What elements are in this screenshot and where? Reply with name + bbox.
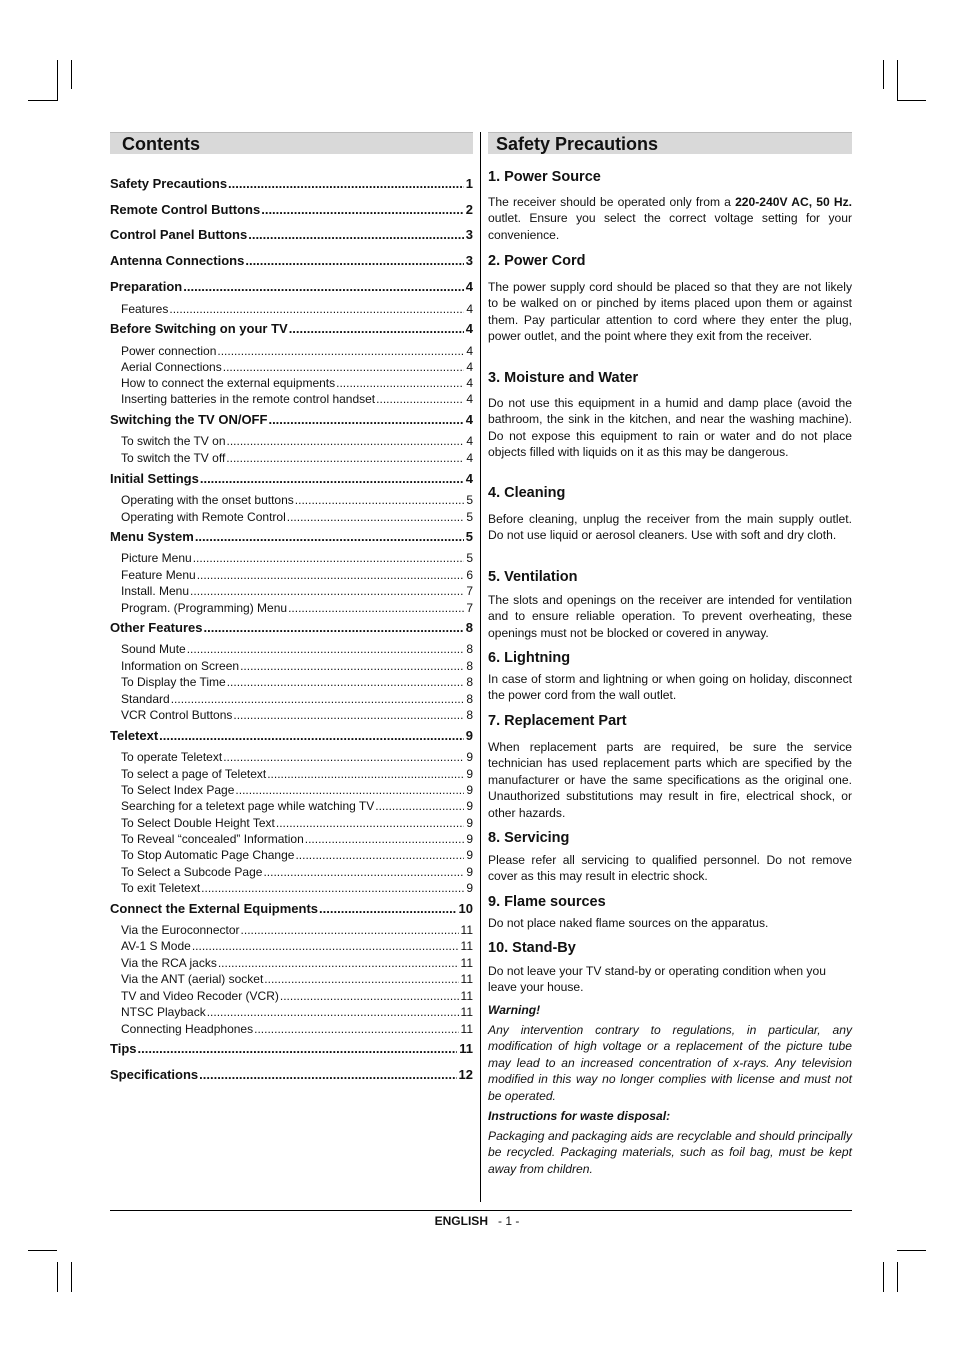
toc-page-number: 4 — [466, 434, 473, 448]
toc-leader-dots — [375, 798, 464, 814]
toc-entry-title: Program. (Programming) Menu — [121, 601, 288, 615]
text-run: The receiver should be operated only from a — [488, 195, 736, 209]
toc-page-number: 4 — [466, 392, 473, 406]
warning-heading: Warning! — [488, 1003, 541, 1017]
section-standby — [488, 939, 852, 996]
toc-page-number: 8 — [466, 642, 473, 656]
toc-entry[interactable] — [110, 831, 473, 847]
section-heading: 2. Power Cord — [488, 253, 586, 269]
toc-entry[interactable] — [110, 749, 473, 765]
toc-leader-dots — [289, 321, 464, 337]
toc-page-number: 7 — [466, 584, 473, 598]
section-text: Before cleaning, unplug the receiver from the main supply outlet. Do not use liquid or aerosol cleaners. Use with soft and dry cloth. — [488, 512, 852, 543]
contents-heading: Contents — [110, 132, 473, 154]
toc-leader-dots — [226, 450, 464, 466]
toc-entry-title: Install. Menu — [121, 584, 190, 598]
toc-page-number: 11 — [460, 972, 473, 986]
crop-mark — [28, 100, 57, 101]
toc-leader-dots — [268, 412, 463, 428]
toc-entry-title: Control Panel Buttons — [110, 227, 248, 242]
toc-page-number: 11 — [460, 939, 473, 953]
toc-entry[interactable] — [110, 971, 473, 987]
toc-entry[interactable] — [110, 253, 473, 269]
toc-entry[interactable] — [110, 1067, 473, 1083]
toc-leader-dots — [248, 227, 464, 243]
toc-leader-dots — [235, 782, 464, 798]
toc-entry-title: To operate Teletext — [121, 750, 223, 764]
toc-entry[interactable] — [110, 620, 473, 636]
toc-entry-title: Operating with the onset buttons — [121, 493, 294, 507]
toc-entry-title: Specifications — [110, 1067, 199, 1082]
toc-entry[interactable] — [110, 433, 473, 449]
toc-entry[interactable] — [110, 922, 473, 938]
section-moisture — [488, 369, 852, 461]
toc-page-number: 4 — [465, 321, 473, 336]
section-replacement — [488, 712, 852, 821]
toc-entry[interactable] — [110, 728, 473, 744]
toc-page-number: 3 — [465, 227, 473, 242]
toc-leader-dots — [261, 202, 464, 218]
toc-entry-title: To Stop Automatic Page Change — [121, 848, 295, 862]
toc-leader-dots — [319, 901, 456, 917]
toc-entry[interactable] — [110, 674, 473, 690]
page-footer — [0, 1214, 954, 1228]
toc-entry-title: Teletext — [110, 728, 159, 743]
toc-entry-title: To Select Double Height Text — [121, 816, 275, 830]
toc-leader-dots — [276, 815, 464, 831]
toc-entry-title: Switching the TV ON/OFF — [110, 412, 268, 427]
toc-entry[interactable] — [110, 1004, 473, 1020]
toc-entry[interactable] — [110, 202, 473, 218]
section-flame — [488, 893, 852, 931]
toc-page-number: 4 — [466, 344, 473, 358]
toc-page-number: 5 — [466, 493, 473, 507]
toc-leader-dots — [203, 620, 463, 636]
safety-heading: Safety Precautions — [488, 132, 852, 154]
toc-entry[interactable] — [110, 492, 473, 508]
toc-entry[interactable] — [110, 641, 473, 657]
toc-entry[interactable] — [110, 1041, 473, 1057]
crop-mark — [897, 60, 898, 101]
toc-page-number: 9 — [466, 865, 473, 879]
section-servicing — [488, 829, 852, 885]
toc-entry[interactable] — [110, 798, 473, 814]
toc-entry[interactable] — [110, 359, 473, 375]
toc-page-number: 11 — [460, 989, 473, 1003]
toc-leader-dots — [138, 1041, 458, 1057]
toc-entry-title: To Display the Time — [121, 675, 226, 689]
toc-page-number: 4 — [466, 302, 473, 316]
toc-leader-dots — [201, 880, 464, 896]
toc-entry-title: To select a page of Teletext — [121, 767, 267, 781]
toc-leader-dots — [195, 529, 464, 545]
section-heading: 9. Flame sources — [488, 894, 606, 910]
section-text: The slots and openings on the receiver are intended for ventilation and to ensure reliable operation. To prevent overheating, these openings must not be blocked or covered in anyway. — [488, 593, 852, 640]
toc-entry-title: Antenna Connections — [110, 253, 245, 268]
toc-page-number: 6 — [466, 568, 473, 582]
toc-leader-dots — [287, 509, 465, 525]
section-heading: 4. Cleaning — [488, 485, 566, 501]
column-divider — [480, 132, 481, 1202]
toc-entry-title: How to connect the external equipments — [121, 376, 336, 390]
section-text: The power supply cord should be placed so that they are not likely to be walked on or pinched by items placed upon them or against them. Pay particular attention to cord where they enter the plug, power outlet, and the point where they exit from the receiver. — [488, 280, 852, 344]
toc-entry-title: To switch the TV off — [121, 451, 226, 465]
toc-page-number: 9 — [466, 750, 473, 764]
toc-leader-dots — [207, 1004, 459, 1020]
toc-leader-dots — [159, 728, 464, 744]
toc-entry-title: Menu System — [110, 529, 194, 544]
toc-leader-dots — [197, 567, 465, 583]
toc-entry-title: Initial Settings — [110, 471, 199, 486]
toc-entry[interactable] — [110, 766, 473, 782]
toc-entry-title: Inserting batteries in the remote control handset — [121, 392, 376, 406]
toc-entry-title: TV and Video Recoder (VCR) — [121, 989, 279, 1003]
page-number: - 1 - — [498, 1214, 520, 1228]
toc-page-number: 8 — [466, 692, 473, 706]
toc-leader-dots — [295, 492, 465, 508]
toc-page-number: 9 — [466, 816, 473, 830]
toc-entry[interactable] — [110, 550, 473, 566]
toc-page-number: 12 — [458, 1067, 473, 1082]
toc-entry-title: Before Switching on your TV — [110, 321, 288, 336]
toc-page-number: 3 — [465, 253, 473, 268]
toc-entry[interactable] — [110, 391, 473, 407]
toc-entry[interactable] — [110, 955, 473, 971]
toc-entry[interactable] — [110, 176, 473, 192]
crop-mark — [28, 1250, 57, 1251]
toc-leader-dots — [183, 279, 464, 295]
toc-entry-title: Operating with Remote Control — [121, 510, 286, 524]
toc-leader-dots — [190, 583, 464, 599]
toc-entry[interactable] — [110, 583, 473, 599]
toc-entry[interactable] — [110, 412, 473, 428]
section-text: In case of storm and lightning or when going on holiday, disconnect the power cord from the wall outlet. — [488, 672, 852, 703]
crop-mark — [897, 1250, 926, 1251]
toc-entry[interactable] — [110, 450, 473, 466]
crop-mark — [883, 60, 884, 89]
crop-mark — [883, 1262, 884, 1292]
toc-entry-title: Searching for a teletext page while watching TV — [121, 799, 375, 813]
toc-entry-title: Information on Screen — [121, 659, 240, 673]
waste-text: Packaging and packaging aids are recyclable and should principally be recycled. Packaging materials, such as foil bag, must be kept away from children. — [488, 1129, 852, 1176]
section-text: Do not use this equipment in a humid and damp place (avoid the bathroom, the sink in the kitchen, and near the washing machine). Do not expose this equipment to rain or water and do not place objects filled with liquids on it as this may be dangerous. — [488, 396, 852, 460]
toc-entry[interactable] — [110, 880, 473, 896]
toc-entry[interactable] — [110, 938, 473, 954]
toc-page-number: 4 — [465, 279, 473, 294]
toc-entry[interactable] — [110, 600, 473, 616]
toc-leader-dots — [187, 641, 465, 657]
toc-entry-title: To exit Teletext — [121, 881, 201, 895]
toc-page-number: 4 — [466, 376, 473, 390]
toc-leader-dots — [223, 749, 464, 765]
toc-page-number: 5 — [465, 529, 473, 544]
toc-leader-dots — [263, 864, 464, 880]
toc-page-number: 10 — [458, 901, 473, 916]
toc-leader-dots — [288, 600, 464, 616]
toc-entry[interactable] — [110, 529, 473, 545]
toc-entry-title: Via the Euroconnector — [121, 923, 240, 937]
toc-leader-dots — [227, 433, 465, 449]
section-heading: 3. Moisture and Water — [488, 370, 639, 386]
toc-entry[interactable] — [110, 375, 473, 391]
section-cleaning — [488, 484, 852, 544]
toc-entry[interactable] — [110, 301, 473, 317]
toc-entry-title: Sound Mute — [121, 642, 186, 656]
toc-entry-title: AV-1 S Mode — [121, 939, 191, 953]
toc-entry-title: To Select Index Page — [121, 783, 235, 797]
toc-page-number: 11 — [460, 923, 473, 937]
toc-entry-title: Connecting Headphones — [121, 1022, 254, 1036]
section-heading: 7. Replacement Part — [488, 713, 627, 729]
toc-leader-dots — [200, 471, 464, 487]
toc-page-number: 4 — [465, 412, 473, 427]
toc-entry-title: To Select a Subcode Page — [121, 865, 263, 879]
toc-page-number: 4 — [465, 471, 473, 486]
section-lightning — [488, 649, 852, 704]
footer-rule — [110, 1210, 852, 1211]
text-run: outlet. Ensure you select the correct voltage setting for your convenience. — [488, 211, 852, 242]
toc-entry[interactable] — [110, 864, 473, 880]
voltage-spec: 220-240V AC, 50 Hz. — [735, 195, 852, 209]
crop-mark — [897, 100, 926, 101]
toc-leader-dots — [228, 176, 464, 192]
section-heading: 8. Servicing — [488, 830, 570, 846]
toc-entry-title: Via the ANT (aerial) socket — [121, 972, 264, 986]
toc-entry[interactable] — [110, 227, 473, 243]
section-heading: 5. Ventilation — [488, 569, 578, 585]
toc-entry-title: Connect the External Equipments — [110, 901, 319, 916]
toc-entry[interactable] — [110, 567, 473, 583]
toc-leader-dots — [193, 550, 465, 566]
toc-entry-title: Aerial Connections — [121, 360, 222, 374]
section-text: Please refer all servicing to qualified personnel. Do not remove cover as this may result in electric shock. — [488, 853, 852, 884]
toc-entry-title: VCR Control Buttons — [121, 708, 233, 722]
toc-page-number: 8 — [466, 708, 473, 722]
toc-leader-dots — [240, 658, 464, 674]
toc-page-number: 2 — [465, 202, 473, 217]
toc-page-number: 11 — [460, 956, 473, 970]
toc-entry-title: Features — [121, 302, 169, 316]
toc-leader-dots — [199, 1067, 456, 1083]
toc-page-number: 9 — [466, 881, 473, 895]
toc-leader-dots — [295, 847, 464, 863]
section-heading: 6. Lightning — [488, 650, 571, 666]
toc-entry-title: Tips — [110, 1041, 137, 1056]
toc-page-number: 9 — [466, 783, 473, 797]
toc-entry[interactable] — [110, 321, 473, 337]
toc-leader-dots — [218, 955, 459, 971]
toc-leader-dots — [254, 1021, 458, 1037]
toc-entry-title: NTSC Playback — [121, 1005, 206, 1019]
toc-entry[interactable] — [110, 471, 473, 487]
section-heading: 10. Stand-By — [488, 940, 576, 956]
toc-leader-dots — [192, 938, 459, 954]
toc-page-number: 8 — [465, 620, 473, 635]
toc-entry[interactable] — [110, 707, 473, 723]
warning-text: Any intervention contrary to regulations, in particular, any modification of high voltage or a replacement of the picture tube may lead to an increased concentration of x-rays. Any television modified in this way no longer complies with license and must not be operated. — [488, 1023, 852, 1103]
toc-entry-title: Standard — [121, 692, 170, 706]
toc-page-number: 4 — [466, 360, 473, 374]
toc-page-number: 9 — [466, 767, 473, 781]
toc-leader-dots — [264, 971, 458, 987]
toc-entry[interactable] — [110, 901, 473, 917]
crop-mark — [57, 60, 58, 101]
section-text: Do not place naked flame sources on the apparatus. — [488, 916, 769, 930]
section-ventilation — [488, 568, 852, 641]
toc-leader-dots — [233, 707, 464, 723]
toc-leader-dots — [223, 359, 465, 375]
section-text — [488, 194, 852, 243]
section-power-cord — [488, 252, 852, 345]
waste-heading: Instructions for waste disposal: — [488, 1109, 671, 1123]
toc-leader-dots — [227, 674, 465, 690]
toc-entry-title: Remote Control Buttons — [110, 202, 261, 217]
toc-entry[interactable] — [110, 1021, 473, 1037]
toc-leader-dots — [245, 253, 463, 269]
toc-entry-title: Feature Menu — [121, 568, 196, 582]
toc-entry-title: Picture Menu — [121, 551, 192, 565]
section-waste — [488, 1109, 852, 1177]
toc-page-number: 9 — [465, 728, 473, 743]
toc-entry[interactable] — [110, 343, 473, 359]
section-power-source — [488, 168, 852, 243]
toc-page-number: 4 — [466, 451, 473, 465]
toc-page-number: 1 — [465, 176, 473, 191]
toc-leader-dots — [217, 343, 464, 359]
toc-entry-title: Other Features — [110, 620, 203, 635]
section-warning — [488, 1003, 852, 1104]
section-text: When replacement parts are required, be sure the service technician has used replacement parts which are specified by the manufacturer or have the same specifications as the original one. Unauthorized substitutions may result in fire, electrical shock, or other hazards. — [488, 740, 852, 820]
toc-entry-title: Via the RCA jacks — [121, 956, 217, 970]
toc-leader-dots — [267, 766, 464, 782]
toc-entry-title: To switch the TV on — [121, 434, 226, 448]
toc-page-number: 8 — [466, 659, 473, 673]
toc-page-number: 5 — [466, 510, 473, 524]
toc-entry[interactable] — [110, 988, 473, 1004]
toc-entry-title: To Reveal “concealed” Information — [121, 832, 304, 846]
section-text: Do not leave your TV stand-by or operating condition when you leave your house. — [488, 964, 826, 995]
toc-page-number: 9 — [466, 832, 473, 846]
crop-mark — [897, 1262, 898, 1292]
crop-mark — [71, 1262, 72, 1292]
footer-language: ENGLISH — [434, 1214, 488, 1228]
toc-page-number: 7 — [466, 601, 473, 615]
toc-page-number: 11 — [459, 1041, 473, 1056]
toc-page-number: 11 — [460, 1005, 473, 1019]
toc-leader-dots — [305, 831, 465, 847]
crop-mark — [57, 1262, 58, 1292]
toc-entry[interactable] — [110, 782, 473, 798]
toc-page-number: 9 — [466, 799, 473, 813]
toc-entry[interactable] — [110, 658, 473, 674]
toc-page-number: 5 — [466, 551, 473, 565]
toc-entry[interactable] — [110, 847, 473, 863]
toc-entry-title: Power connection — [121, 344, 217, 358]
toc-entry[interactable] — [110, 279, 473, 295]
toc-entry[interactable] — [110, 815, 473, 831]
toc-leader-dots — [241, 922, 459, 938]
toc-leader-dots — [171, 691, 465, 707]
toc-entry-title: Preparation — [110, 279, 183, 294]
toc-leader-dots — [336, 375, 464, 391]
toc-page-number: 11 — [460, 1022, 473, 1036]
toc-entry[interactable] — [110, 691, 473, 707]
crop-mark — [71, 60, 72, 89]
toc-leader-dots — [169, 301, 464, 317]
toc-leader-dots — [376, 391, 464, 407]
section-heading: 1. Power Source — [488, 169, 601, 185]
toc-leader-dots — [280, 988, 459, 1004]
toc-entry-title: Safety Precautions — [110, 176, 228, 191]
toc-entry[interactable] — [110, 509, 473, 525]
toc-page-number: 9 — [466, 848, 473, 862]
toc-page-number: 8 — [466, 675, 473, 689]
